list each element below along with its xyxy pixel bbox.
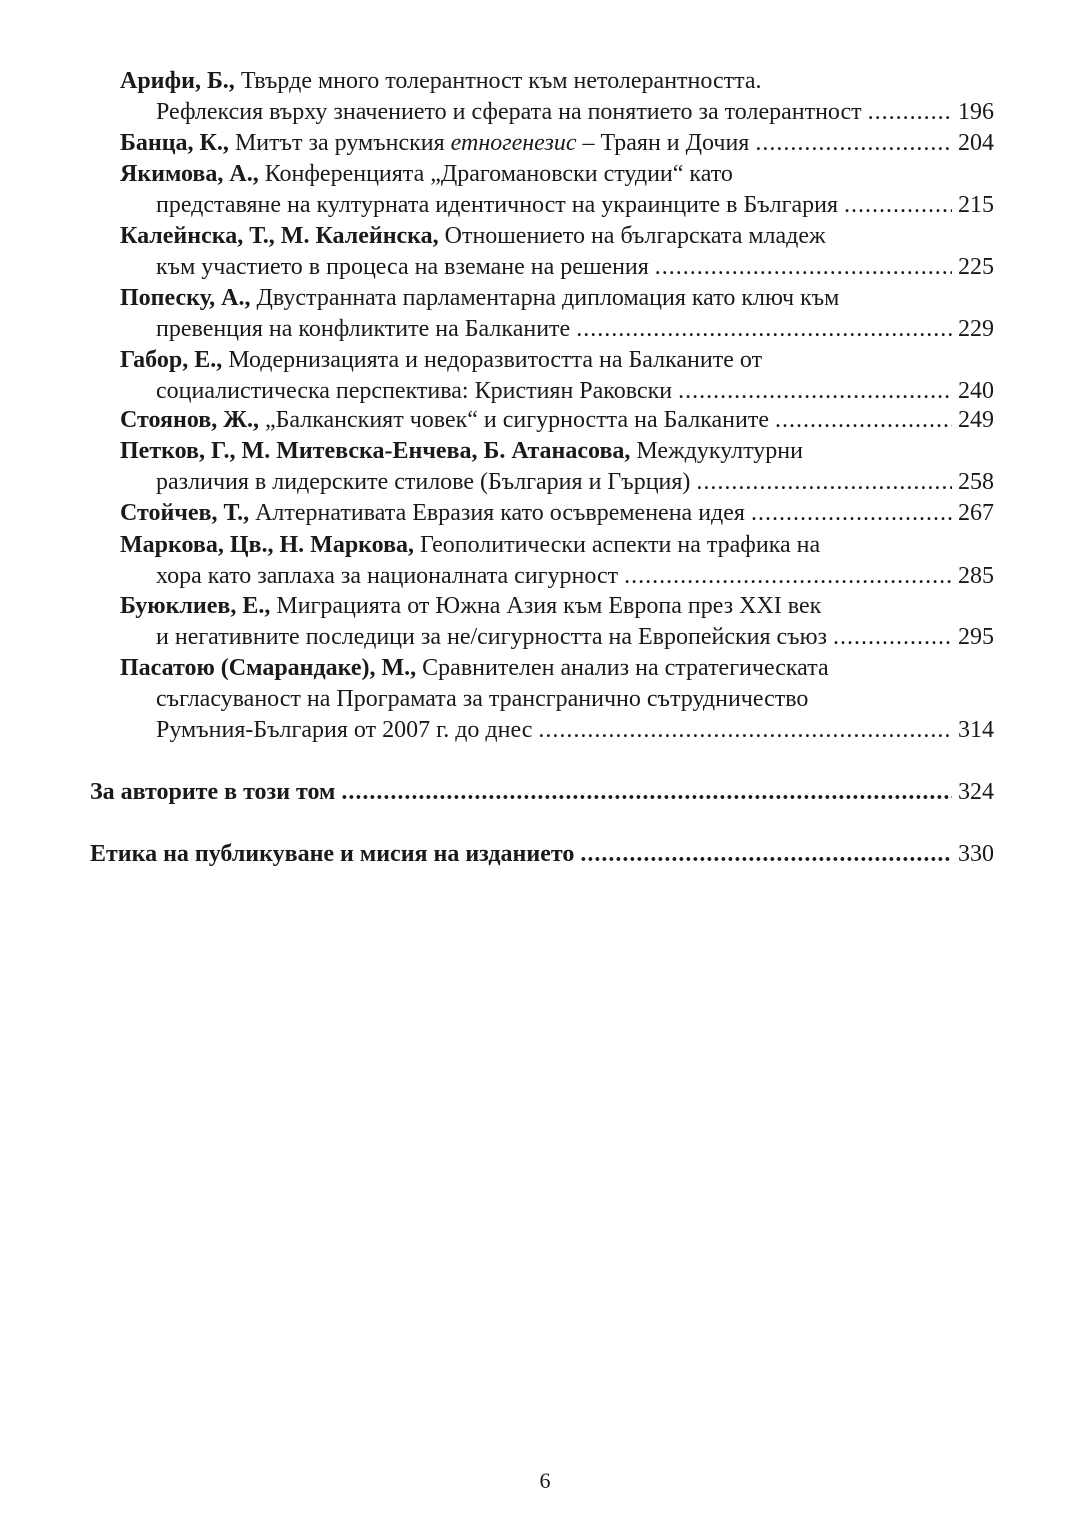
leader-dots bbox=[341, 777, 952, 808]
section-page: 324 bbox=[958, 779, 994, 805]
entry-page: 229 bbox=[958, 316, 994, 342]
entry-title-end: – Траян и Дочия bbox=[582, 130, 750, 156]
entry-title-cont: представяне на културната идентичност на украинците в България bbox=[156, 192, 838, 218]
leader-dots bbox=[833, 622, 952, 653]
toc-entry-line bbox=[120, 159, 1000, 190]
toc-entry-line bbox=[120, 498, 994, 529]
toc-entry-line bbox=[120, 345, 1000, 376]
entry-title: Твърде много толерантност към нетолерантността. bbox=[240, 68, 762, 94]
leader-dots bbox=[580, 839, 952, 870]
entry-title-cont: превенция на конфликтите на Балканите bbox=[156, 316, 571, 342]
entry-title: Отношението на българската младеж bbox=[444, 223, 826, 249]
entry-title: Двустранната парламентарна дипломация като ключ към bbox=[256, 285, 840, 311]
entry-page: 215 bbox=[958, 192, 994, 218]
leader-dots bbox=[775, 405, 952, 436]
leader-dots bbox=[844, 190, 952, 221]
toc-section-line bbox=[90, 777, 994, 808]
toc-entry-line bbox=[120, 283, 1000, 314]
entry-page: 196 bbox=[958, 99, 994, 125]
entry-title-cont: социалистическа перспектива: Кристиян Раковски bbox=[156, 378, 673, 404]
leader-dots bbox=[624, 561, 952, 592]
entry-title: Конференцията „Драгомановски студии“ като bbox=[264, 161, 733, 187]
toc-entry-line bbox=[156, 467, 994, 498]
toc-entry-line bbox=[156, 252, 994, 283]
toc-entry-line bbox=[120, 530, 1000, 561]
toc-section-line bbox=[90, 839, 994, 870]
section-title: За авторите в този том bbox=[90, 779, 336, 805]
toc-entry-line bbox=[120, 436, 1000, 467]
entry-page: 314 bbox=[958, 717, 994, 743]
entry-title-cont: към участието в процеса на вземане на решения bbox=[156, 254, 649, 280]
entry-title-cont: и негативните последици за не/сигурността на Европейския съюз bbox=[156, 624, 828, 650]
entry-title: Модернизацията и недоразвитостта на Балканите от bbox=[228, 347, 763, 373]
toc-entry-line bbox=[156, 684, 1000, 715]
entry-author: Калейнска, Т., М. Калейнска, bbox=[120, 223, 439, 249]
toc-entry-line bbox=[156, 715, 994, 746]
entry-author: Маркова, Цв., Н. Маркова, bbox=[120, 532, 415, 558]
entry-author: Габор, Е., bbox=[120, 347, 223, 373]
toc-entry-line bbox=[156, 314, 994, 345]
leader-dots bbox=[868, 97, 952, 128]
entry-title-cont: различия в лидерските стилове (България и Гърция) bbox=[156, 469, 691, 495]
entry-author: Стойчев, Т., bbox=[120, 500, 250, 526]
entry-author: Буюклиев, Е., bbox=[120, 593, 271, 619]
entry-title: „Балканският човек“ и сигурността на Балканите bbox=[264, 407, 770, 433]
entry-title: Алтернативата Евразия като осъвременена идея bbox=[255, 500, 745, 526]
entry-title-cont: Румъния-България от 2007 г. до днес bbox=[156, 717, 533, 743]
entry-title-cont: хора като заплаха за националната сигурност bbox=[156, 563, 619, 589]
toc-entry-line bbox=[120, 66, 1000, 97]
entry-author: Якимова, А., bbox=[120, 161, 259, 187]
toc-entry-line bbox=[120, 221, 1000, 252]
entry-author: Банца, К., bbox=[120, 130, 229, 156]
entry-author: Арифи, Б., bbox=[120, 68, 235, 94]
entry-title: Сравнителен анализ на стратегическата bbox=[422, 655, 829, 681]
toc-entry-line bbox=[120, 128, 994, 159]
toc-entry-line bbox=[156, 561, 994, 592]
entry-author: Стоянов, Ж., bbox=[120, 407, 259, 433]
leader-dots bbox=[576, 314, 952, 345]
toc-entry-line bbox=[120, 591, 1000, 622]
entry-page: 295 bbox=[958, 624, 994, 650]
leader-dots bbox=[755, 128, 952, 159]
toc-entry-line bbox=[120, 405, 994, 436]
entry-title: Геополитически аспекти на трафика на bbox=[420, 532, 821, 558]
leader-dots bbox=[678, 376, 952, 407]
section-title: Етика на публикуване и мисия на изданието bbox=[90, 841, 575, 867]
entry-title-cont: съгласуваност на Програмата за трансгранично сътрудничество bbox=[156, 686, 809, 712]
entry-author: Петков, Г., М. Митевска-Енчева, Б. Атанасова, bbox=[120, 438, 631, 464]
entry-title: Митът за румънския bbox=[234, 130, 445, 156]
toc-entry-line bbox=[156, 376, 994, 407]
entry-page: 258 bbox=[958, 469, 994, 495]
entry-page: 285 bbox=[958, 563, 994, 589]
toc-entry-line bbox=[156, 190, 994, 221]
leader-dots bbox=[538, 715, 952, 746]
entry-author: Пасатою (Смарандаке), М., bbox=[120, 655, 417, 681]
entry-page: 249 bbox=[958, 407, 994, 433]
toc-entry-line bbox=[156, 622, 994, 653]
leader-dots bbox=[696, 467, 952, 498]
entry-page: 225 bbox=[958, 254, 994, 280]
leader-dots bbox=[751, 498, 952, 529]
toc-entry-line bbox=[156, 97, 994, 128]
entry-title-italic: етногенезис bbox=[450, 130, 577, 156]
entry-title: Миграцията от Южна Азия към Европа през XXI век bbox=[276, 593, 822, 619]
page-number: 6 bbox=[539, 1468, 551, 1493]
entry-title: Междукултурни bbox=[636, 438, 803, 464]
entry-author: Попеску, А., bbox=[120, 285, 251, 311]
leader-dots bbox=[655, 252, 952, 283]
toc-entry-line bbox=[120, 653, 1000, 684]
entry-page: 267 bbox=[958, 500, 994, 526]
entry-page: 240 bbox=[958, 378, 994, 404]
entry-title-cont: Рефлексия върху значението и сферата на понятието за толерантност bbox=[156, 99, 862, 125]
section-page: 330 bbox=[958, 841, 994, 867]
entry-page: 204 bbox=[958, 130, 994, 156]
